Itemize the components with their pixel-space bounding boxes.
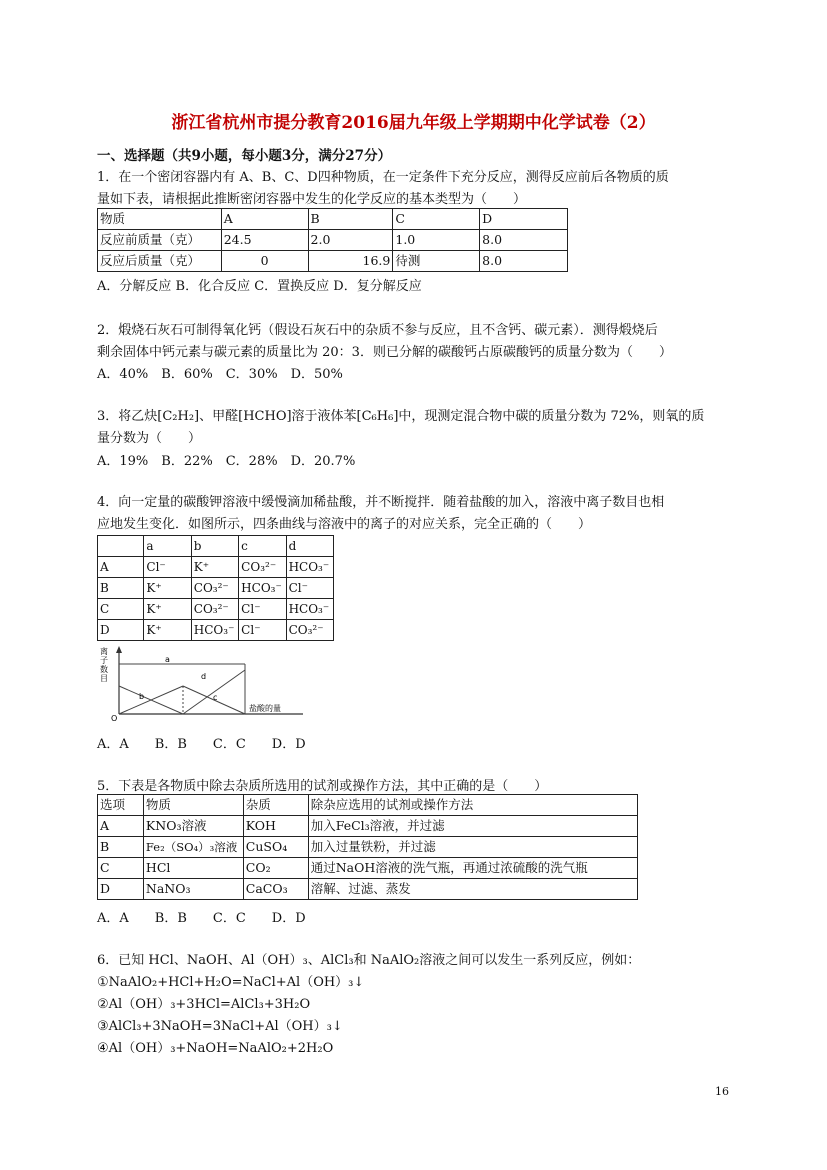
q6-reaction: ①NaAlO₂+HCl+H₂O=NaCl+Al（OH）₃↓: [97, 975, 365, 990]
table-cell: KOH: [243, 816, 308, 837]
table-cell: Cl⁻: [239, 620, 286, 641]
table-cell: D: [480, 209, 568, 230]
q2-options: A．40% B．60% C．30% D．50%: [97, 367, 343, 382]
table-cell: HCO₃⁻: [286, 599, 333, 620]
table-row: [98, 816, 638, 837]
table-cell: CO₂: [243, 858, 308, 879]
table-cell: C: [98, 599, 144, 620]
table-cell: B: [98, 578, 144, 599]
table-row: [98, 599, 334, 620]
curve-label: b: [139, 692, 145, 701]
q1-table: [97, 208, 568, 272]
curve-d: [183, 670, 245, 714]
table-cell: CO₃²⁻: [191, 578, 238, 599]
y-label-char: 目: [100, 674, 108, 683]
ion-count-graph: [97, 642, 307, 722]
q5-table: [97, 794, 638, 900]
table-cell: 除杂应选用的试剂或操作方法: [308, 795, 637, 816]
q4-options: A．A B．B C．C D．D: [97, 737, 306, 752]
q5-options: A．A B．B C．C D．D: [97, 911, 306, 926]
page-number: 16: [715, 1085, 729, 1098]
table-cell: Cl⁻: [286, 578, 333, 599]
table-cell: HCO₃⁻: [191, 620, 238, 641]
table-cell: HCl: [143, 858, 243, 879]
table-row: [98, 230, 568, 251]
table-cell: d: [286, 536, 333, 557]
table-row: [98, 557, 334, 578]
q4-line2: 应地发生变化．如图所示，四条曲线与溶液中的离子的对应关系，完全正确的（ ）: [97, 517, 592, 532]
table-cell: K⁺: [144, 578, 191, 599]
table-row: [98, 795, 638, 816]
table-cell: A: [98, 816, 144, 837]
table-cell: KNO₃溶液: [143, 816, 243, 837]
table-cell: NaNO₃: [143, 879, 243, 900]
table-cell: 2.0: [308, 230, 393, 251]
table-cell: B: [98, 837, 144, 858]
q1-line1: 1．在一个密闭容器内有 A、B、C、D四种物质，在一定条件下充分反应，测得反应前后各物质的质: [97, 170, 669, 185]
table-cell: 加入过量铁粉，并过滤: [308, 837, 637, 858]
table-cell: Fe₂（SO₄）₃溶液: [143, 837, 243, 858]
table-cell: 待测: [393, 251, 480, 272]
q3-line1: 3．将乙炔[C₂H₂]、甲醛[HCHO]溶于液体苯[C₆H₆]中，现测定混合物中碳的质量分数为 72%，则氧的质: [97, 409, 705, 424]
table-cell: c: [239, 536, 286, 557]
table-cell: 1.0: [393, 230, 480, 251]
table-cell: 16.9: [308, 251, 393, 272]
table-cell: CO₃²⁻: [286, 620, 333, 641]
table-cell: Cl⁻: [239, 599, 286, 620]
table-cell: 通过NaOH溶液的洗气瓶，再通过浓硫酸的洗气瓶: [308, 858, 637, 879]
table-cell: B: [308, 209, 393, 230]
curve-label: d: [201, 672, 207, 681]
table-row: [98, 837, 638, 858]
table-cell: CuSO₄: [243, 837, 308, 858]
q6-reaction: ③AlCl₃+3NaOH=3NaCl+Al（OH）₃↓: [97, 1019, 343, 1034]
table-cell: CaCO₃: [243, 879, 308, 900]
y-axis-arrow: [116, 646, 122, 653]
origin-label: O: [111, 714, 118, 722]
q1-line2: 量如下表，请根据此推断密闭容器中发生的化学反应的基本类型为（ ）: [97, 192, 527, 207]
table-cell: 反应后质量（克）: [98, 251, 222, 272]
table-cell: 物质: [143, 795, 243, 816]
table-cell: K⁺: [144, 599, 191, 620]
table-cell: 0: [221, 251, 308, 272]
table-cell: [98, 536, 144, 557]
table-row: [98, 209, 568, 230]
x-axis-label: 盐酸的量: [249, 704, 281, 713]
table-cell: HCO₃⁻: [239, 578, 286, 599]
table-cell: 溶解、过滤、蒸发: [308, 879, 637, 900]
table-cell: 加入FeCl₃溶液，并过滤: [308, 816, 637, 837]
table-row: [98, 879, 638, 900]
y-label-char: 离: [100, 647, 108, 656]
y-label-char: 数: [100, 665, 108, 674]
q6-line1: 6．已知 HCl、NaOH、Al（OH）₃、AlCl₃和 NaAlO₂溶液之间可以发生一系列反应，例如：: [97, 953, 641, 968]
q4-line1: 4．向一定量的碳酸钾溶液中缓慢滴加稀盐酸，并不断搅拌．随着盐酸的加入，溶液中离子数目也相: [97, 495, 665, 510]
table-cell: 反应前质量（克）: [98, 230, 222, 251]
q6-reaction: ②Al（OH）₃+3HCl=AlCl₃+3H₂O: [97, 997, 311, 1012]
q3-line2: 量分数为（ ）: [97, 431, 202, 446]
table-cell: C: [98, 858, 144, 879]
table-cell: C: [393, 209, 480, 230]
table-cell: 物质: [98, 209, 222, 230]
curve-label: c: [213, 693, 218, 702]
table-row: [98, 858, 638, 879]
table-row: [98, 620, 334, 641]
table-cell: 选项: [98, 795, 144, 816]
table-cell: A: [98, 557, 144, 578]
q6-reaction: ④Al（OH）₃+NaOH=NaAlO₂+2H₂O: [97, 1041, 334, 1056]
table-cell: D: [98, 620, 144, 641]
section-heading: 一、选择题（共9小题，每小题3分，满分27分）: [97, 148, 392, 164]
table-cell: 杂质: [243, 795, 308, 816]
q3-options: A．19% B．22% C．28% D．20.7%: [97, 454, 356, 469]
table-cell: HCO₃⁻: [286, 557, 333, 578]
table-cell: D: [98, 879, 144, 900]
table-cell: K⁺: [144, 620, 191, 641]
table-cell: 8.0: [480, 251, 568, 272]
table-cell: K⁺: [191, 557, 238, 578]
q1-options: A．分解反应 B．化合反应 C．置换反应 D．复分解反应: [97, 279, 422, 294]
table-cell: Cl⁻: [144, 557, 191, 578]
table-row: [98, 578, 334, 599]
table-cell: b: [191, 536, 238, 557]
table-cell: CO₃²⁻: [191, 599, 238, 620]
table-cell: 8.0: [480, 230, 568, 251]
table-cell: CO₃²⁻: [239, 557, 286, 578]
curve-label: a: [165, 655, 170, 664]
page-title: 浙江省杭州市提分教育2016届九年级上学期期中化学试卷（2）: [171, 113, 656, 133]
table-row: [98, 536, 334, 557]
q2-line1: 2．煅烧石灰石可制得氧化钙（假设石灰石中的杂质不参与反应，且不含钙、碳元素）．测得煅烧后: [97, 323, 658, 338]
table-cell: 24.5: [221, 230, 308, 251]
table-row: [98, 251, 568, 272]
y-label-char: 子: [100, 656, 108, 665]
table-cell: A: [221, 209, 308, 230]
q2-line2: 剩余固体中钙元素与碳元素的质量比为 20：3．则已分解的碳酸钙占原碳酸钙的质量分数为（ ）: [97, 345, 672, 360]
table-cell: a: [144, 536, 191, 557]
q5-line1: 5．下表是各物质中除去杂质所选用的试剂或操作方法，其中正确的是（ ）: [97, 779, 548, 794]
q4-table: [97, 535, 334, 641]
